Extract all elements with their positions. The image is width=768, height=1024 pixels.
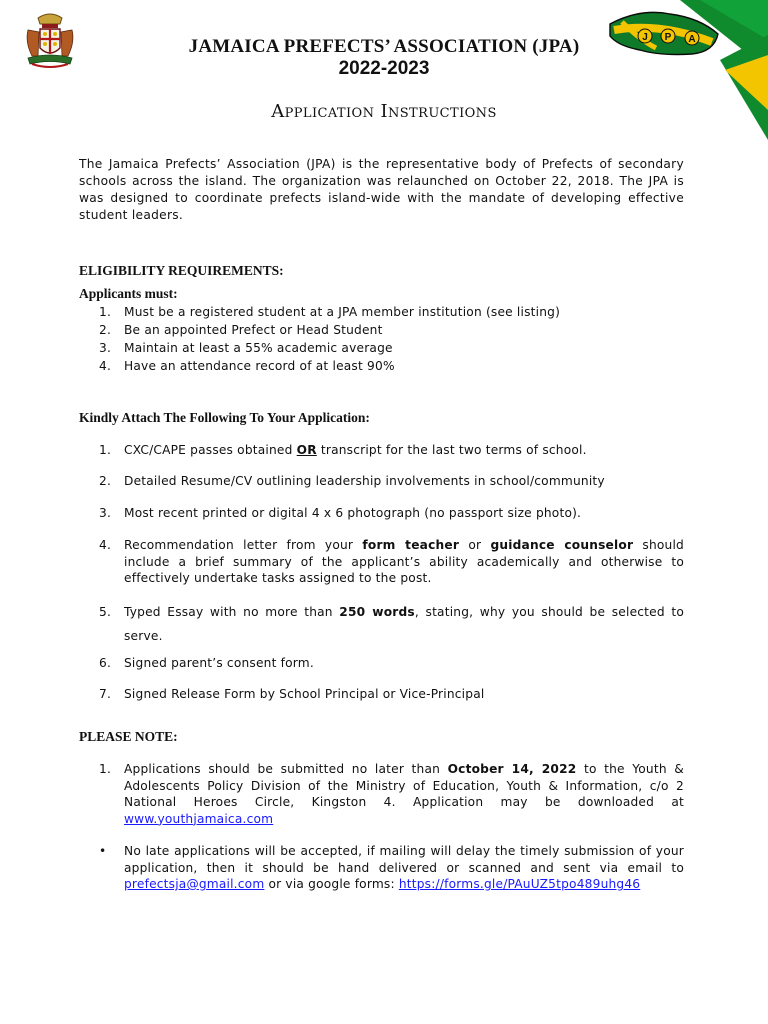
- list-item-text: Have an attendance record of at least 90%: [124, 359, 395, 373]
- list-item-text: Detailed Resume/CV outlining leadership involvements in school/community: [124, 474, 605, 488]
- list-item-text: No late applications will be accepted, if mailing will delay the timely submission of your application, then it should be hand delivered or scanned and sent via email to: [124, 844, 684, 875]
- list-item-text: transcript for the last two terms of school.: [316, 443, 587, 457]
- bullet-icon: •: [99, 844, 107, 858]
- list-number: 5.: [99, 604, 112, 619]
- email-link[interactable]: prefectsja@gmail.com: [124, 877, 265, 891]
- list-item: [79, 600, 684, 648]
- list-item-text: Most recent printed or digital 4 x 6 photograph (no passport size photo).: [124, 506, 582, 520]
- list-item: [79, 537, 684, 587]
- list-item-text: to the Youth & Adolescents Policy Division of the Ministry of Education, Youth & Information, c/o 2 National Heroes Circle, Kingston 4. Application may be downloaded at: [124, 762, 684, 809]
- list-item-emphasis: 250 words: [339, 604, 415, 619]
- list-number: 2.: [99, 323, 112, 337]
- attachments-list: [79, 442, 684, 703]
- google-form-link[interactable]: https://forms.gle/PAuUZ5tpo489uhg46: [398, 877, 641, 891]
- list-number: 3.: [99, 506, 112, 520]
- list-item: [79, 843, 684, 893]
- list-item-text: Signed Release Form by School Principal or Vice-Principal: [124, 686, 485, 701]
- list-item-emphasis: form teacher: [362, 538, 460, 552]
- list-number: 4.: [99, 538, 112, 552]
- list-item-text: , stating, why you should be selected to serve.: [124, 604, 684, 643]
- eligibility-heading: ELIGIBILITY REQUIREMENTS:: [79, 263, 284, 278]
- eligibility-list: [79, 303, 684, 375]
- list-item-text: Must be a registered student at a JPA member institution (see listing): [124, 305, 561, 319]
- document-title: JAMAICA PREFECTS’ ASSOCIATION (JPA): [188, 36, 580, 57]
- list-item: [79, 761, 684, 827]
- list-item: [79, 357, 684, 375]
- list-number: 1.: [99, 443, 112, 457]
- list-number: 1.: [99, 762, 112, 776]
- list-number: 1.: [99, 305, 112, 319]
- notes-list: [79, 761, 684, 893]
- list-item-emphasis: guidance counselor: [490, 538, 634, 552]
- logo-letter-a: A: [688, 34, 696, 45]
- list-item-text: or via google forms:: [264, 877, 399, 891]
- list-item: [79, 473, 684, 490]
- list-item: [79, 505, 684, 522]
- list-item: [79, 339, 684, 357]
- document-year: 2022-2023: [338, 58, 430, 79]
- logo-letter-j: J: [642, 32, 648, 43]
- list-number: 2.: [99, 474, 112, 488]
- list-number: 7.: [99, 686, 112, 701]
- list-item-emphasis: October 14, 2022: [447, 762, 577, 776]
- intro-paragraph: The Jamaica Prefects’ Association (JPA) is the representative body of Prefects of secondary schools across the island. The organization was relaunched on October 22, 2018. The JPA is was designed to coordinate prefects island-wide with the mandate of developing effective student leaders.: [79, 157, 684, 222]
- list-number: 6.: [99, 655, 112, 670]
- list-item-text: Typed Essay with no more than: [124, 604, 340, 619]
- list-item-text: CXC/CAPE passes obtained: [124, 443, 297, 457]
- list-item-text: Recommendation letter from your: [124, 538, 363, 552]
- list-item-text: Signed parent’s consent form.: [124, 655, 314, 670]
- please-note-heading: PLEASE NOTE:: [79, 729, 178, 744]
- list-item-text: should include a brief summary of the applicant’s ability academically and otherwise to effectively undertake tasks assigned to the post.: [124, 538, 684, 585]
- list-item-text: Maintain at least a 55% academic average: [124, 341, 393, 355]
- list-item-text: Applications should be submitted no later than: [124, 762, 448, 776]
- list-item: [79, 686, 684, 703]
- applicants-must-subheading: Applicants must:: [79, 286, 178, 301]
- list-item: [79, 321, 684, 339]
- list-item-text: Be an appointed Prefect or Head Student: [124, 323, 383, 337]
- list-number: 3.: [99, 341, 112, 355]
- list-item: [79, 442, 684, 459]
- list-item-emphasis: OR: [296, 443, 317, 457]
- list-number: 4.: [99, 359, 112, 373]
- document-subtitle: Application Instructions: [271, 101, 497, 122]
- list-item-text: or: [459, 538, 491, 552]
- list-item: [79, 303, 684, 321]
- youthjamaica-link[interactable]: www.youthjamaica.com: [124, 811, 274, 826]
- logo-letter-p: P: [664, 32, 672, 43]
- list-item: [79, 655, 684, 672]
- attachments-heading: Kindly Attach The Following To Your Application:: [79, 410, 370, 425]
